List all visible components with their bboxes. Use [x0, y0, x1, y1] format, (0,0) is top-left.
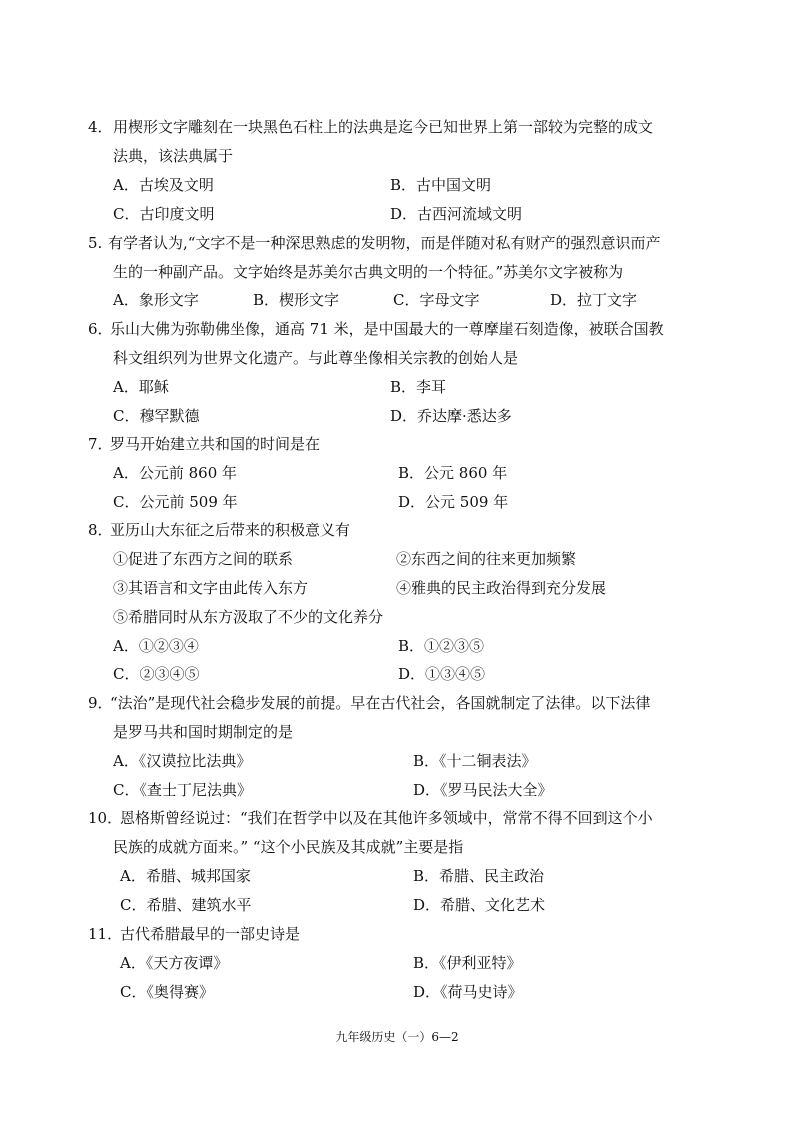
question-stem: 恩格斯曾经说过：“我们在哲学中以及在其他许多领域中，常常不得不回到这个小 — [120, 809, 653, 827]
question-number: 6． — [88, 320, 113, 338]
option-c: C．《查士丁尼法典》 — [113, 781, 252, 799]
option-d: D．古西河流域文明 — [390, 205, 523, 223]
option-c: C．②③④⑤ — [113, 665, 200, 683]
question-stem: 古代希腊最早的一部史诗是 — [120, 925, 301, 943]
statement-item: ②东西之间的往来更加频繁 — [396, 550, 577, 568]
option-a: A．希腊、城邦国家 — [120, 867, 251, 885]
option-d: D．希腊、文化艺术 — [413, 896, 546, 914]
option-d: D．《罗马民法大全》 — [413, 781, 553, 799]
option-d: D．公元 509 年 — [398, 493, 509, 511]
option-b: B．《伊利亚特》 — [413, 954, 522, 972]
question-number: 4． — [88, 118, 113, 136]
option-b: B．李耳 — [390, 378, 447, 396]
question-number: 5. — [88, 234, 103, 252]
statement-item: ③其语言和文字由此传入东方 — [113, 579, 309, 597]
question-number: 9． — [88, 694, 113, 712]
statement-item: ④雅典的民主政治得到充分发展 — [396, 579, 607, 597]
option-a: A．耶稣 — [113, 378, 169, 396]
option-a: A．①②③④ — [113, 637, 199, 655]
question-stem: 亚历山大东征之后带来的积极意义有 — [110, 521, 351, 539]
option-a: A．公元前 860 年 — [113, 464, 237, 482]
option-d: D．《荷马史诗》 — [413, 983, 523, 1001]
question-stem: 乐山大佛为弥勒佛坐像，通高 71 米，是中国最大的一尊摩崖石刻造像，被联合国教 — [110, 320, 664, 338]
option-d: D．拉丁文字 — [550, 291, 638, 309]
option-b: B．希腊、民主政治 — [413, 867, 545, 885]
question-number: 11． — [88, 925, 123, 943]
option-a: A．《汉谟拉比法典》 — [113, 752, 252, 770]
statement-item: ⑤希腊同时从东方汲取了不少的文化养分 — [113, 608, 384, 626]
option-a: A．《天方夜谭》 — [120, 954, 229, 972]
option-d: D．①③④⑤ — [398, 665, 486, 683]
option-b: B．楔形文字 — [253, 291, 340, 309]
question-number: 8． — [88, 521, 113, 539]
option-b: B．古中国文明 — [390, 176, 492, 194]
question-stem: “法治”是现代社会稳步发展的前提。早在古代社会，各国就制定了法律。以下法律 — [110, 694, 651, 712]
option-d: D．乔达摩·悉达多 — [390, 407, 512, 425]
question-stem: 法典，该法典属于 — [113, 147, 234, 165]
option-c: C．穆罕默德 — [113, 407, 200, 425]
question-stem: 是罗马共和国时期制定的是 — [113, 723, 294, 741]
question-stem: 有学者认为,“文字不是一种深思熟虑的发明物，而是伴随对私有财产的强烈意识而产 — [108, 234, 661, 252]
option-b: B．公元 860 年 — [398, 464, 508, 482]
question-stem: 罗马开始建立共和国的时间是在 — [110, 435, 321, 453]
question-number: 7． — [88, 435, 113, 453]
option-a: A．象形文字 — [113, 291, 199, 309]
option-c: C．字母文字 — [393, 291, 480, 309]
option-b: B．①②③⑤ — [398, 637, 485, 655]
statement-item: ①促进了东西方之间的联系 — [113, 550, 294, 568]
option-a: A．古埃及文明 — [113, 176, 214, 194]
option-b: B．《十二铜表法》 — [413, 752, 537, 770]
option-c: C．希腊、建筑水平 — [120, 896, 252, 914]
option-c: C．公元前 509 年 — [113, 493, 238, 511]
question-stem: 科文组织列为世界文化遗产。与此尊坐像相关宗教的创始人是 — [113, 349, 519, 367]
option-c: C．《奥得赛》 — [120, 983, 214, 1001]
option-c: C．古印度文明 — [113, 205, 215, 223]
question-stem: 用楔形文字雕刻在一块黑色石柱上的法典是迄今已知世界上第一部较为完整的成文 — [113, 118, 654, 136]
question-stem: 生的一种副产品。文字始终是苏美尔古典文明的一个特征。”苏美尔文字被称为 — [113, 263, 624, 281]
page-footer: 九年级历史（一）6—2 — [335, 1030, 459, 1044]
question-stem: 民族的成就方面来。” “这个小民族及其成就”主要是指 — [113, 838, 464, 856]
question-number: 10． — [88, 809, 123, 827]
